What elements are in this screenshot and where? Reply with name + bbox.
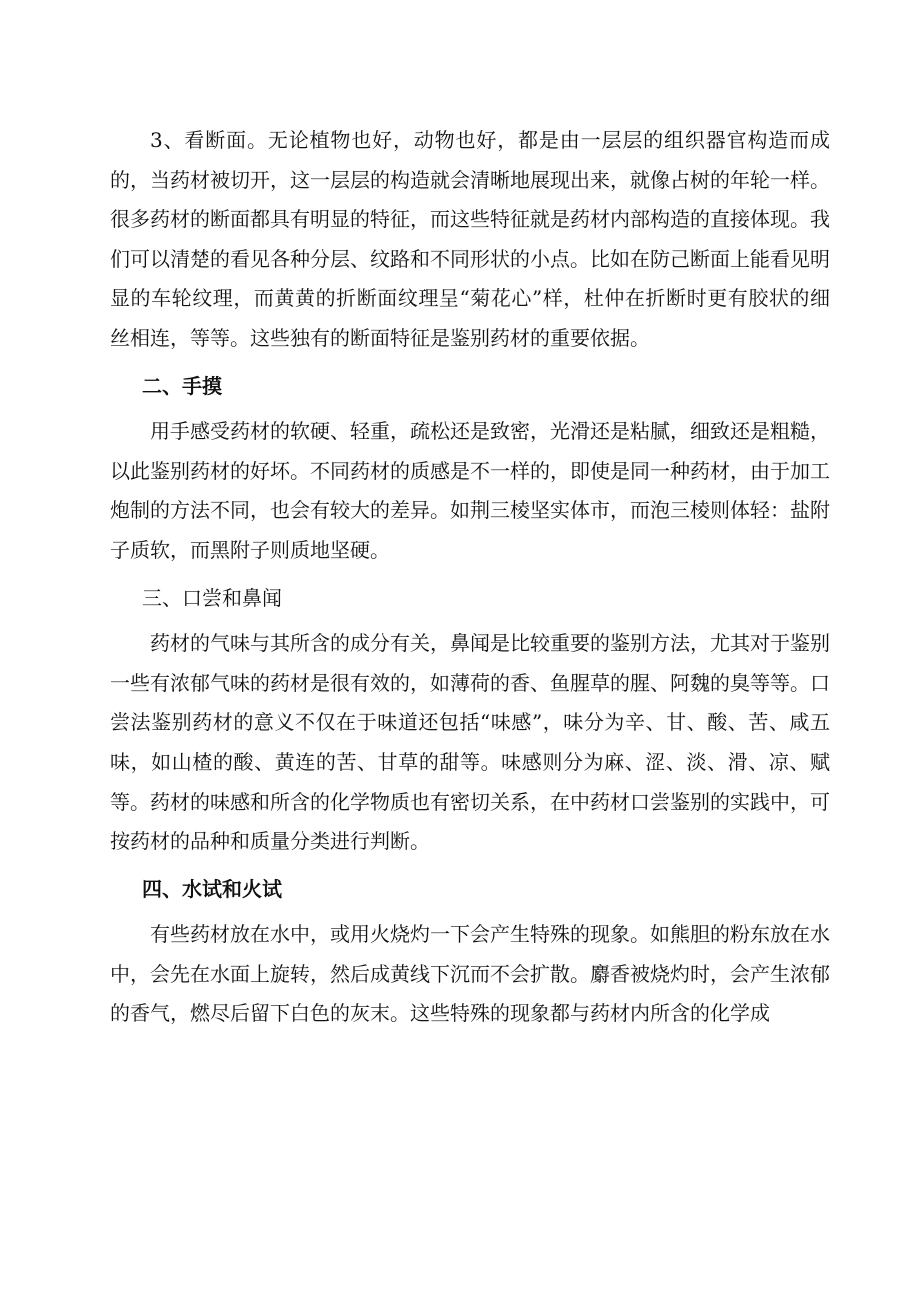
heading-taste-smell: 三、口尝和鼻闻 xyxy=(142,585,282,610)
heading-touch: 二、手摸 xyxy=(142,373,222,398)
paragraph-cross-section: 3、看断面。无论植物也好，动物也好，都是由一层层的组织器官构造而成的，当药材被切开，这一层层的构造就会清晰地展现出来，就像占树的年轮一样。很多药材的断面都具有明显的特征，而这些特征就是药材内部构造的直接体现。我们可以清楚的看见各种分层、纹路和不同形状的小点。比如在防己断面上能看见明显的车轮纹理，而黄黄的折断面纹理呈“菊花心”样，杜仲在折断时更有胶状的细丝相连，等等。这些独有的断面特征是鉴别药材的重要依据。 xyxy=(110,128,830,350)
paragraph-touch: 用手感受药材的软硬、轻重，疏松还是致密，光滑还是粘腻，细致还是粗糙，以此鉴别药材的好坏。不同药材的质感是不一样的，即使是同一种药材，由于加工炮制的方法不同，也会有较大的差异。如荆三棱坚实体市，而泡三棱则体轻：盐附子质软，而黑附子则质地坚硬。 xyxy=(110,419,830,562)
document-body xyxy=(110,121,830,1034)
paragraph-taste-smell: 药材的气味与其所含的成分有关，鼻闻是比较重要的鉴别方法，尤其对于鉴别一些有浓郁气味的药材是很有效的，如薄荷的香、鱼腥草的腥、阿魏的臭等等。口尝法鉴别药材的意义不仅在于味道还包括“味感”，味分为辛、甘、酸、苦、咸五味，如山楂的酸、黄连的苦、甘草的甜等。味感则分为麻、涩、淡、滑、凉、赋等。药材的味感和所含的化学物质也有密切关系，在中药材口尝鉴别的实践中，可按药材的品种和质量分类进行判断。 xyxy=(110,631,830,854)
heading-water-fire-test: 四、水试和火试 xyxy=(142,876,282,901)
paragraph-water-fire-test: 有些药材放在水中，或用火烧灼一下会产生特殊的现象。如熊胆的粉东放在水中，会先在水面上旋转，然后成黄线下沉而不会扩散。麝香被烧灼时，会产生浓郁的香气，燃尽后留下白色的灰末。这些特殊的现象都与药材内所含的化学成 xyxy=(110,922,830,1026)
